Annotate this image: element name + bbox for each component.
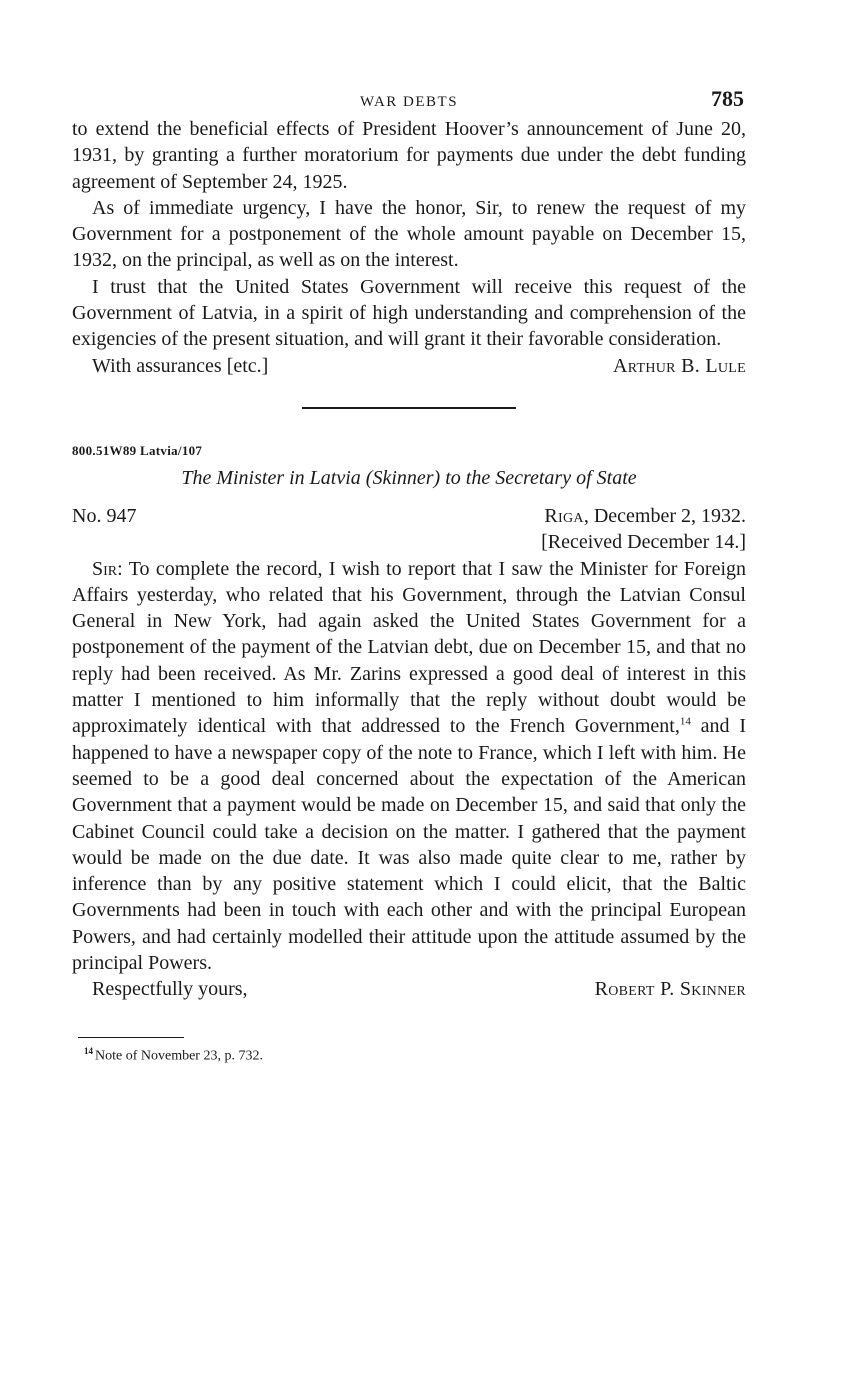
- footnote-divider: [78, 1037, 184, 1038]
- body-text: : To complete the record, I wish to report that I saw the Minister for Foreign Affairs yesterday, who related that his Government, through the Latvian Consul General in New York, had again asked the United States Government for a postponement of the payment of the Latvian debt, due on December 15, and that no reply had been received. As Mr. Zarins expressed a good deal of interest in this matter I mentioned to him informally that the reply without doubt would be approximately identical with that addressed to the French Government,: [72, 557, 746, 738]
- place: Riga: [544, 504, 584, 527]
- signature: Arthur B. Lule: [612, 354, 746, 377]
- letter-body: [72, 556, 746, 977]
- salutation: Sir: [92, 557, 118, 580]
- letter-continuation: [72, 116, 746, 379]
- document-number: No. 947: [72, 504, 137, 527]
- signature: Robert P. Skinner: [594, 978, 746, 1001]
- footnote-mark: 14: [84, 1045, 93, 1056]
- document-entry: [72, 443, 746, 1003]
- received-date: [Received December 14.]: [541, 531, 746, 554]
- footnote: [72, 1046, 746, 1065]
- file-reference: 800.51W89 Latvia/107: [72, 442, 203, 458]
- running-title: WAR DEBTS: [359, 94, 459, 110]
- closing: Respectfully yours,: [92, 978, 248, 1001]
- paragraph: I trust that the United States Government will receive this request of the Government of Latvia, in a spirit of high understanding and comprehension of the exigencies of the present situation, and will grant it their favorable consideration.: [72, 275, 746, 351]
- closing: With assurances [etc.]: [92, 354, 269, 377]
- footnote-text: Note of November 23, p. 732.: [95, 1048, 263, 1064]
- letter-signoff: [72, 353, 746, 379]
- footnote-reference[interactable]: 14: [679, 715, 691, 728]
- paragraph: to extend the beneficial effects of President Hoover’s announcement of June 20, 1931, by granting a further moratorium for payments due under the debt funding agreement of September 24, 1925.: [72, 118, 746, 193]
- document-meta: [72, 503, 746, 556]
- dateline: [541, 503, 746, 556]
- section-divider: [302, 407, 516, 409]
- date: , December 2, 1932.: [583, 504, 746, 527]
- place-and-date: [544, 505, 746, 527]
- paragraph: As of immediate urgency, I have the honor, Sir, to renew the request of my Government for a postponement of the whole amount payable on December 15, 1932, on the principal, as well as on the interest.: [72, 196, 746, 272]
- document-title: The Minister in Latvia (Skinner) to the Secretary of State: [181, 466, 637, 489]
- body-text: and I happened to have a newspaper copy of the note to France, which I left with him. He seemed to be a good deal concerned about the expectation of the American Government that a payment would be made on December 15, and said that only the Cabinet Council could take a decision on the matter. I gathered that the payment would be made on the due date. It was also made quite clear to me, rather by inference than by any positive statement which I could elicit, that the Baltic Governments had been in touch with each other and with the principal European Powers, and had certainly modelled their attitude upon the attitude assumed by the principal Powers.: [72, 715, 746, 975]
- running-header: [72, 86, 746, 116]
- document-page: [72, 86, 746, 1064]
- letter-signoff: [72, 976, 746, 1002]
- page-number: 785: [711, 86, 744, 111]
